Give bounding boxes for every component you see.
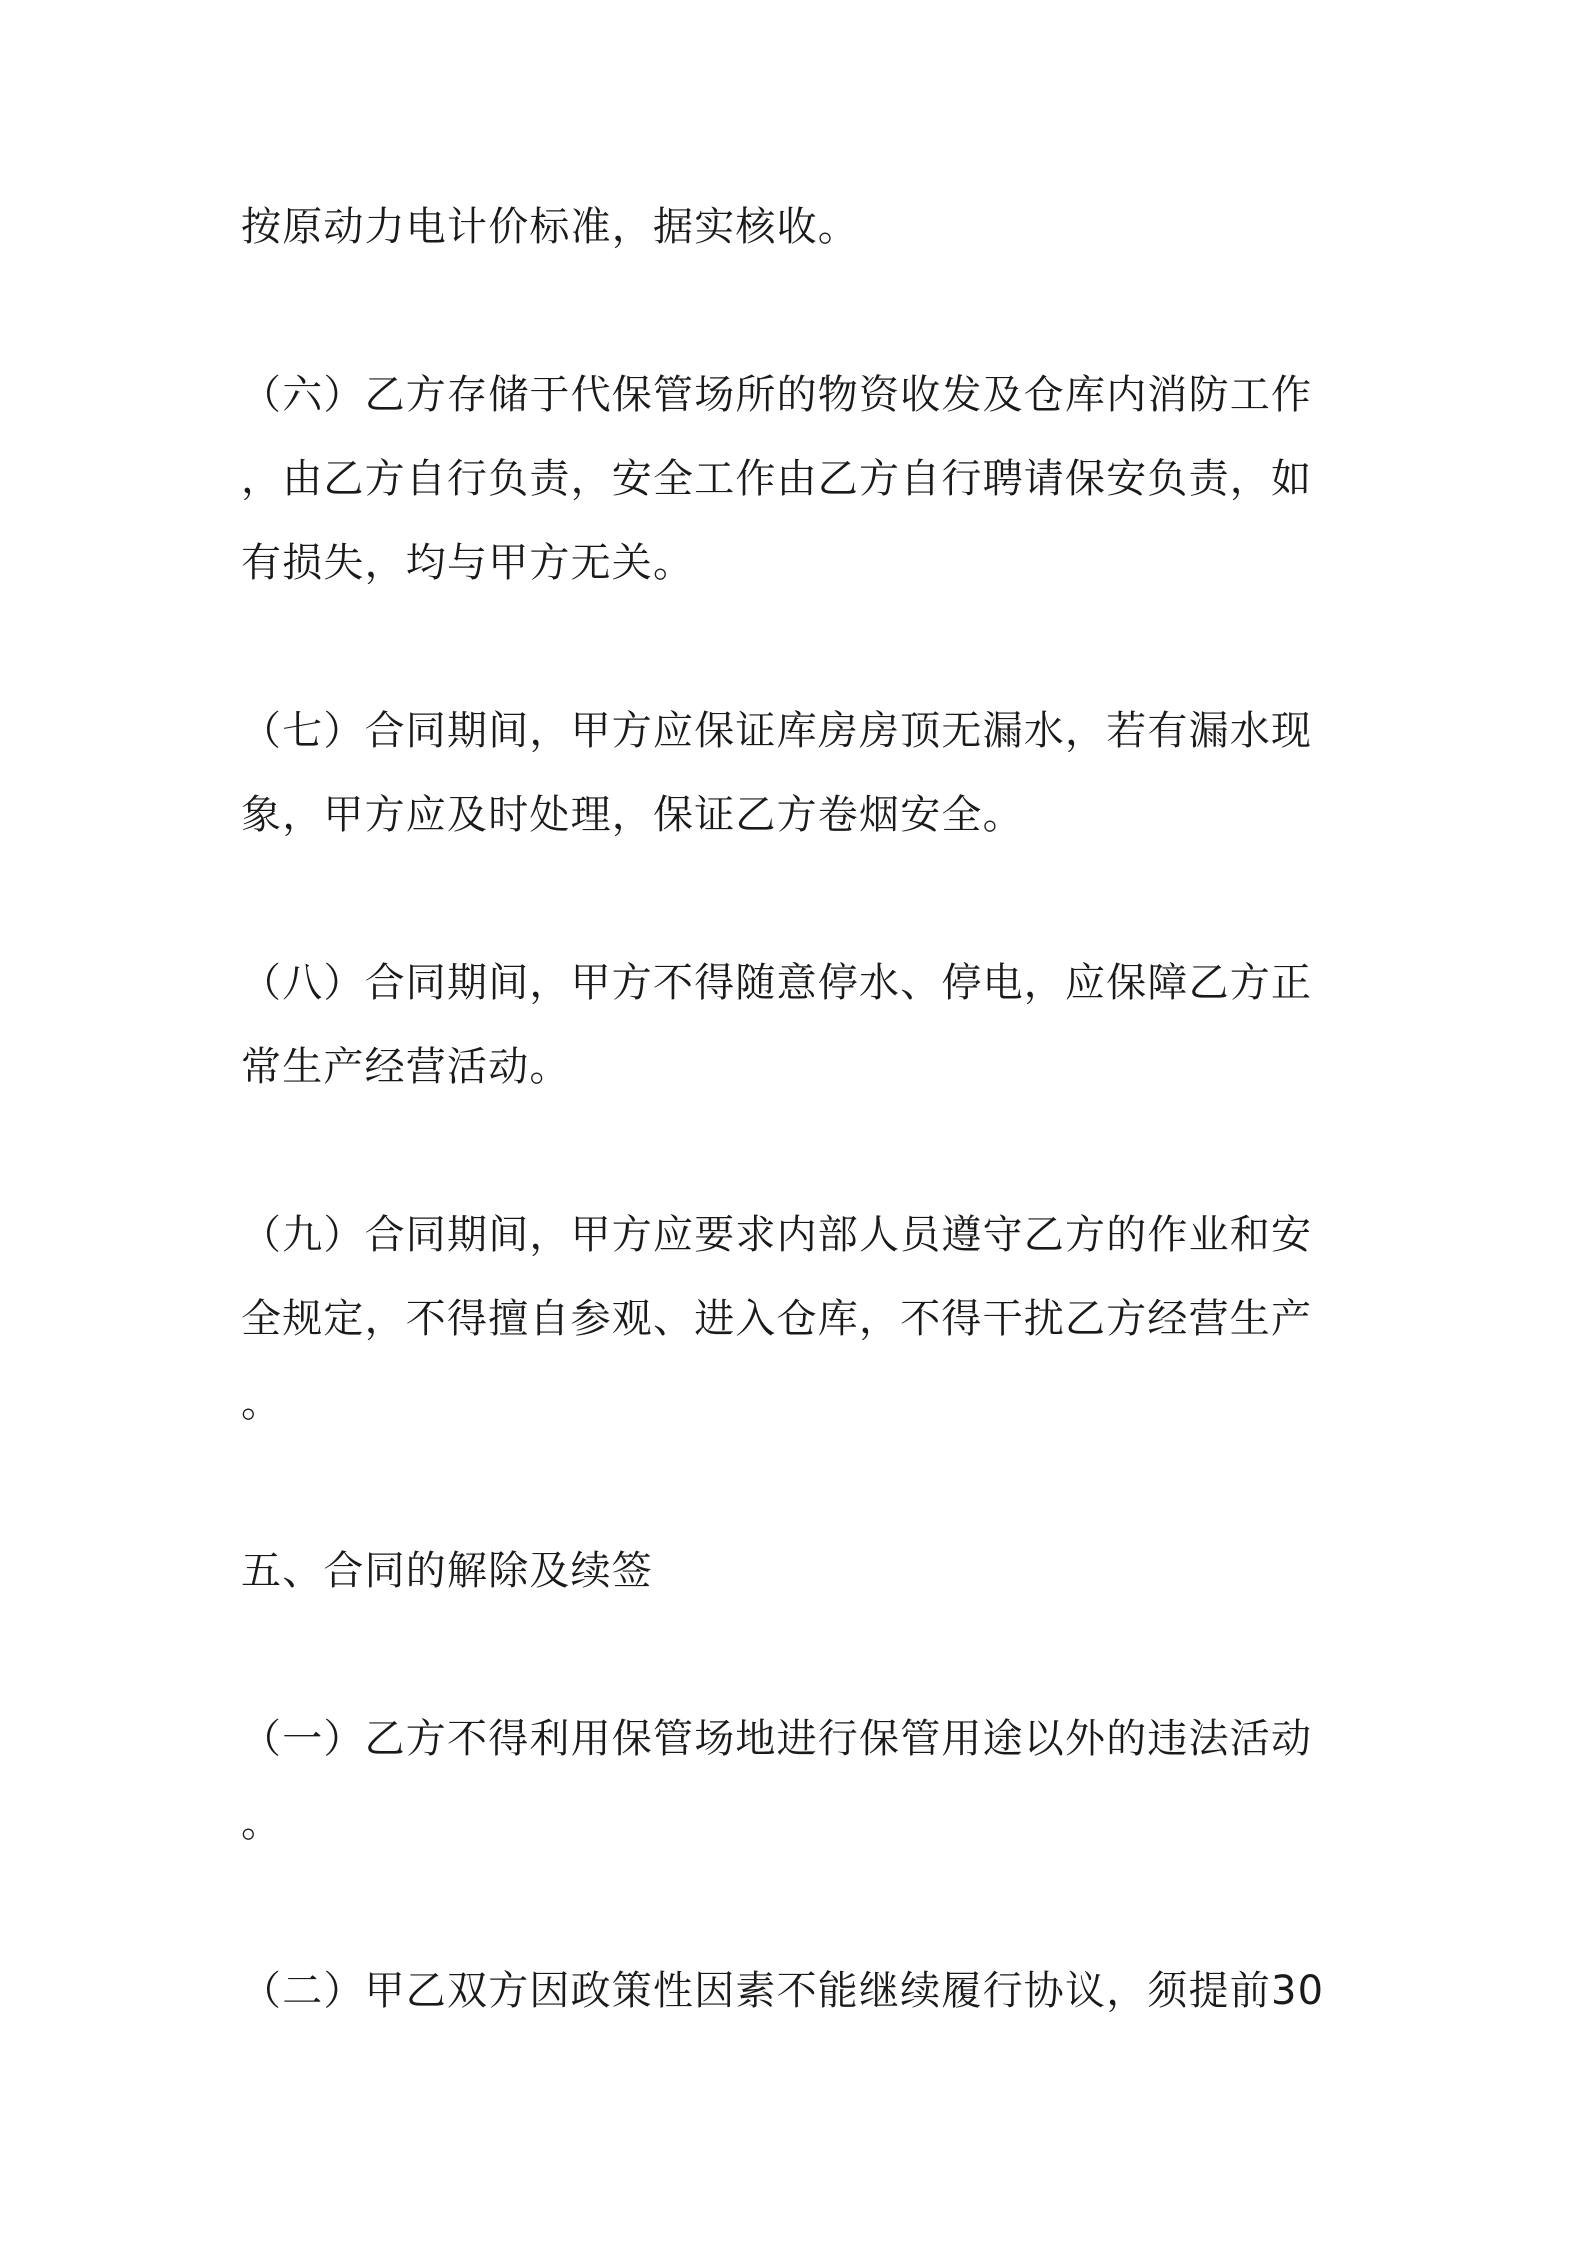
clause-9-line-3: 。	[241, 1380, 283, 1426]
clause-9-line-2: 全规定，不得擅自参观、进入仓库，不得干扰乙方经营生产	[241, 1296, 1313, 1342]
clause-8-line-2: 常生产经营活动。	[241, 1044, 571, 1090]
section-5-clause-1-line-2: 。	[241, 1800, 283, 1846]
clause-6-line-3: 有损失，均与甲方无关。	[241, 540, 695, 586]
clause-6-line-1: （六）乙方存储于代保管场所的物资收发及仓库内消防工作	[241, 372, 1313, 418]
section-5-heading: 五、合同的解除及续签	[241, 1548, 653, 1594]
text-line-continuation: 按原动力电计价标准，据实核收。	[241, 204, 859, 250]
section-5-clause-1-line-1: （一）乙方不得利用保管场地进行保管用途以外的违法活动	[241, 1716, 1313, 1762]
clause-8-line-1: （八）合同期间，甲方不得随意停水、停电，应保障乙方正	[241, 960, 1313, 1006]
clause-6-line-2: ，由乙方自行负责，安全工作由乙方自行聘请保安负责，如	[241, 456, 1313, 502]
section-5-clause-2-line-1: （二）甲乙双方因政策性因素不能继续履行协议，须提前30	[241, 1968, 1325, 2014]
clause-9-line-1: （九）合同期间，甲方应要求内部人员遵守乙方的作业和安	[241, 1212, 1313, 1258]
clause-7-line-1: （七）合同期间，甲方应保证库房房顶无漏水，若有漏水现	[241, 708, 1313, 754]
clause-7-line-2: 象，甲方应及时处理，保证乙方卷烟安全。	[241, 792, 1024, 838]
